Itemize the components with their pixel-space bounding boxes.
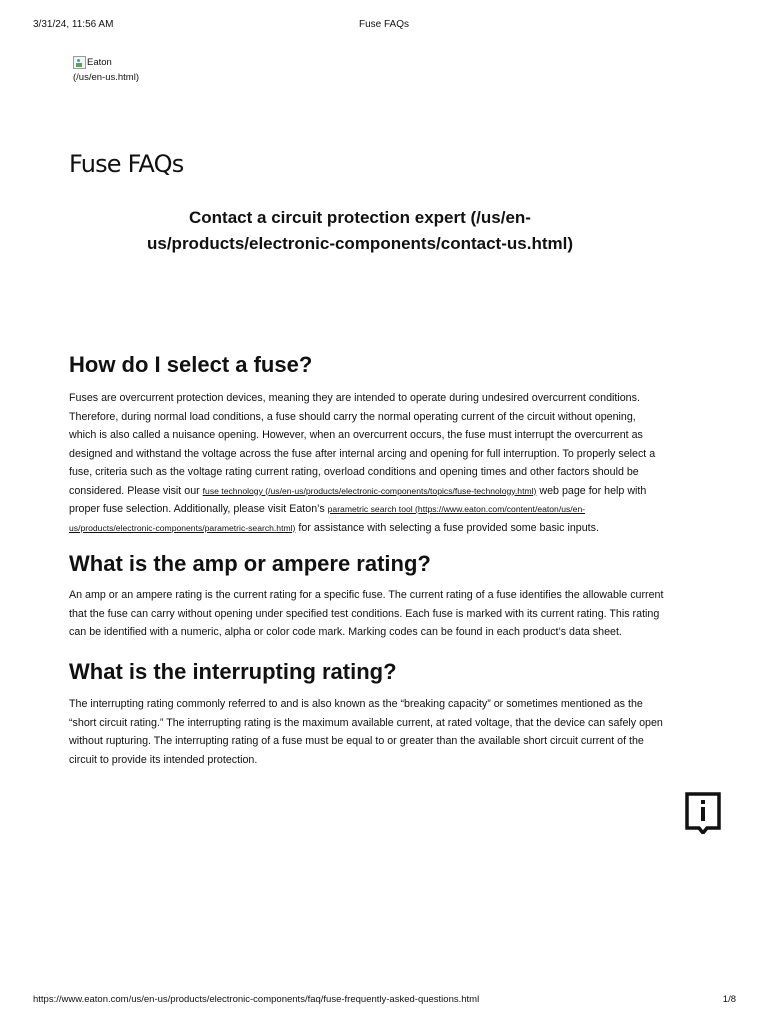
contact-link-line: us/products/electronic-components/contact-us.html) (147, 234, 573, 253)
body-line: proper fuse selection. Additionally, please visit Eaton’s (69, 503, 328, 515)
body-line: The interrupting rating commonly referred to and is also known as the “breaking capacity” or sometimes mentioned as the (69, 698, 643, 710)
logo-alt-text: Eaton (87, 57, 112, 68)
print-page-title: Fuse FAQs (358, 19, 409, 30)
broken-image-icon (73, 56, 86, 69)
body-line: Fuses are overcurrent protection devices, meaning they are intended to operate during undesired overcurrent conditions. (69, 392, 640, 404)
body-line: without rupturing. The interrupting rating of a fuse must be equal to or greater than the available short circuit current of the (69, 735, 644, 747)
print-page-number: 1/8 (722, 994, 736, 1005)
body-line: that the fuse can carry without opening under specified test conditions. Each fuse is marked with its current rating. This rating (69, 607, 660, 620)
print-datetime: 3/31/24, 11:56 AM (33, 19, 114, 30)
page-title: Fuse FAQs (69, 150, 184, 178)
logo-href-text: (/us/en-us.html) (73, 72, 139, 83)
body-line: can be identified with a numeric, alpha or color code mark. Marking codes can be found in each product’s data sheet. (69, 626, 622, 638)
body-line: An amp or an ampere rating is the current rating for a specific fuse. The current rating of a fuse identifies the allowable current (69, 589, 664, 601)
body-line: designed and withstand the voltage across the fuse after internal arcing and opening for full interruption. To properly select a (69, 447, 656, 460)
body-line: web page for help with (536, 484, 647, 497)
fuse-technology-link[interactable]: fuse technology (/us/en-us/products/electronic-components/topics/fuse-technology.html) (202, 485, 537, 496)
body-line: which is also called a nuisance opening. However, when an overcurrent occurs, the fuse must interrupt the overcurrent as (69, 429, 643, 441)
section-heading-interrupting-rating: What is the interrupting rating? (69, 659, 397, 684)
section-heading-amp-rating: What is the amp or ampere rating? (69, 551, 431, 576)
eaton-logo-link[interactable] (73, 55, 139, 85)
body-line: circuit to provide its intended protection. (69, 753, 258, 766)
section-body-amp-rating (69, 586, 719, 642)
contact-expert-link[interactable] (100, 205, 620, 257)
section-body-select-fuse (69, 389, 719, 537)
body-line: “short circuit rating.” The interrupting rating is the maximum available current, at rated voltage, that the device can safely open (69, 716, 663, 729)
body-line: Therefore, during normal load conditions, a fuse should carry the normal operating current of the circuit without opening, (69, 410, 636, 423)
info-feedback-icon[interactable] (685, 792, 721, 834)
body-line: fuse, criteria such as the voltage rating current rating, overload conditions and opening times and other factors should be (69, 466, 639, 478)
contact-link-line: Contact a circuit protection expert (/us/en- (189, 208, 531, 227)
print-footer-url: https://www.eaton.com/us/en-us/products/electronic-components/faq/fuse-frequently-asked-questions.html (33, 994, 480, 1005)
parametric-search-link-continued[interactable]: us/products/electronic-components/parametric-search.html) (69, 522, 296, 533)
body-line: for assistance with selecting a fuse provided some basic inputs. (295, 521, 599, 534)
section-body-interrupting-rating (69, 695, 719, 769)
body-line: considered. Please visit our (69, 484, 203, 497)
section-heading-select-fuse: How do I select a fuse? (69, 352, 313, 377)
parametric-search-link[interactable]: parametric search tool (https://www.eaton.com/content/eaton/us/en- (327, 504, 586, 514)
